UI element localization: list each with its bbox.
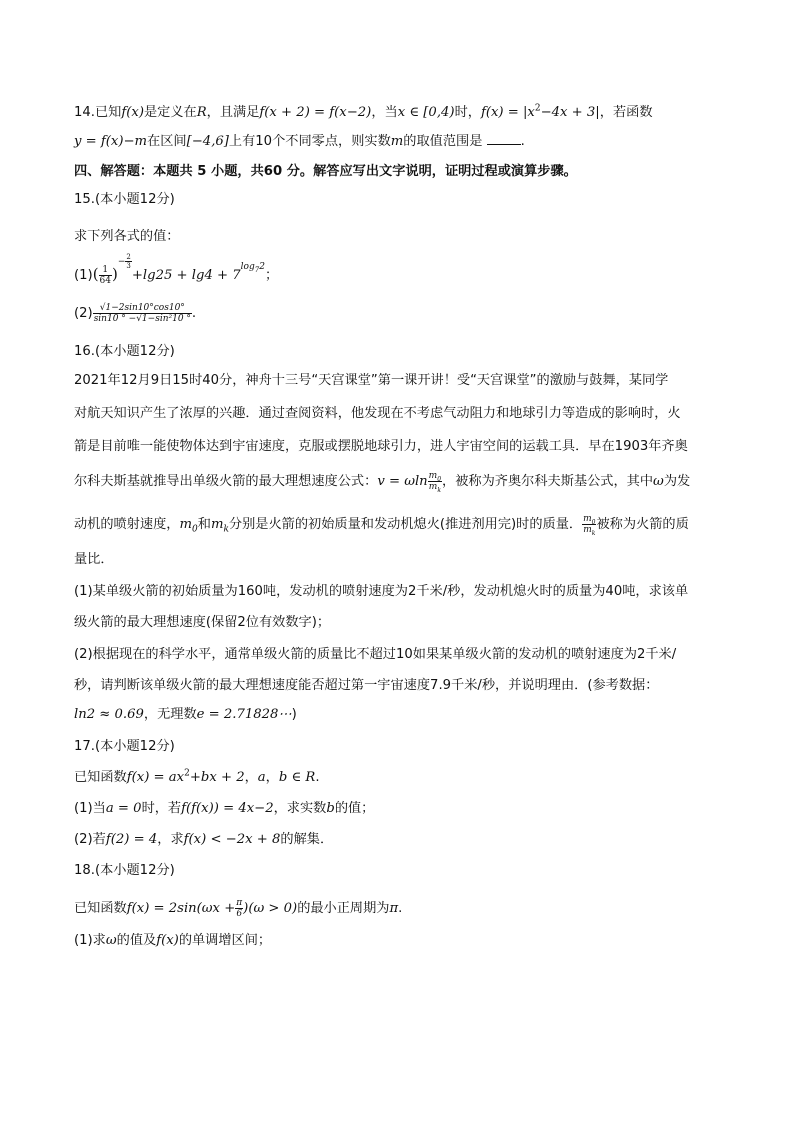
q18-text: 的最小正周期为	[297, 901, 390, 916]
q16-part1b: 级火箭的最大理想速度(保留2位有效数字)；	[74, 615, 331, 630]
q14-text: 上有10个不同零点，则实数	[228, 134, 391, 149]
q16-line5	[74, 513, 689, 537]
q16-part1a: (1)某单级火箭的初始质量为160吨，发动机的喷射速度为2千米/秒，发动机熄火时的质量为40吨，求该单	[74, 584, 689, 599]
q16-text: 动机的喷射速度，	[74, 517, 180, 532]
ln2-value: ln2 ≈ 0.69	[74, 707, 144, 722]
m: m	[428, 481, 438, 492]
q15-p1-log	[241, 262, 265, 272]
paren: )	[112, 265, 118, 283]
omega: ω	[653, 474, 664, 489]
frac-num: π	[236, 897, 243, 908]
q17-text: 的解集．	[280, 832, 334, 847]
q17-text: (1)当	[74, 801, 106, 816]
q14-text: 时，	[454, 105, 481, 120]
q14-y: y = f(x)−m	[74, 134, 148, 149]
q14-def-rest: −4x + 3|	[540, 105, 600, 120]
q14-periodic-eq: f(x + 2) = f(x−2)	[259, 105, 372, 120]
eq: f(f(x)) = 4x−2	[181, 801, 274, 816]
q15-prompt: 求下列各式的值：	[74, 229, 180, 244]
b: b	[326, 801, 335, 816]
q14-square: 2	[534, 103, 541, 114]
q18-text: 的单调增区间；	[178, 933, 272, 948]
q16-text: ，无理数	[143, 707, 197, 722]
q18-line1	[74, 897, 402, 921]
mk: m	[210, 517, 224, 532]
q17-line1	[74, 769, 320, 787]
q18-header: 18.(本小题12分)	[74, 863, 175, 878]
q17-text: 时，若	[141, 801, 182, 816]
eq: f(2) = 4	[105, 832, 158, 847]
q17-text: 的值；	[334, 801, 375, 816]
log: log	[240, 261, 255, 272]
paren: (	[92, 265, 99, 283]
q17-fx: f(x) = ax	[126, 770, 185, 785]
q16-part2c	[74, 706, 297, 724]
q16-line1: 2021年12月9日15时40分，神舟十三号“天宫课堂”第一课开讲！受“天宫课堂”的激励与鼓舞，某同学	[74, 373, 669, 388]
q14-end: .	[520, 134, 525, 149]
paren: )	[291, 707, 297, 722]
sub: 0	[591, 518, 596, 526]
q16-part2a: (2)根据现在的科学水平，通常单级火箭的质量比不超过10如果某单级火箭的发动机的喷射速度为2千米/	[74, 647, 677, 662]
frac-num	[582, 514, 596, 525]
m: m	[583, 524, 592, 535]
m0: m	[179, 517, 193, 532]
q18-part1	[74, 932, 271, 950]
sub: 0	[437, 475, 442, 483]
q17-text: 已知函数	[74, 770, 127, 785]
q17-text: ，求	[157, 832, 184, 847]
mass-ratio-fraction-2	[582, 514, 596, 535]
q17-part1	[74, 800, 374, 818]
q18-text: 的值及	[116, 933, 157, 948]
exp-frac	[125, 253, 131, 270]
q18-fx: f(x) = 2sin(ωx +	[126, 901, 236, 916]
period: .	[191, 306, 197, 321]
q15-p2-fraction	[93, 303, 192, 324]
frac-num	[428, 471, 442, 482]
q14-R: R	[196, 105, 207, 120]
frac-den: sin10 ° −√1−sin²10 °	[93, 313, 191, 324]
frac-num: √1−2sin10°cos10°	[93, 303, 192, 314]
a: a	[257, 770, 266, 785]
q18-fx-rest: )(ω > 0)	[243, 901, 298, 916]
q16-text: 尔科夫斯基就推导出单级火箭的最大理想速度公式：	[74, 474, 378, 489]
q16-header: 16.(本小题12分)	[74, 344, 175, 359]
cond: a = 0	[105, 801, 142, 816]
fx: f(x)	[156, 933, 179, 948]
log-base: 7	[254, 265, 260, 274]
m: m	[583, 513, 592, 524]
q16-text: ，被称为齐奥尔科夫斯基公式，其中	[442, 474, 654, 489]
q17-text: ，求实数	[273, 801, 327, 816]
m: m	[428, 470, 438, 481]
q16-text: 被称为火箭的质	[596, 517, 689, 532]
frac-den: 64	[99, 275, 111, 286]
q16-line3: 箭是目前唯一能使物体达到宇宙速度，克服或摆脱地球引力，进人宇宙空间的运载工具．早在1903年齐奥	[74, 439, 688, 454]
q15-header: 15.(本小题12分)	[74, 192, 175, 207]
q15-part2	[74, 297, 196, 331]
q14-line1	[74, 104, 653, 122]
comma: ，	[265, 770, 279, 785]
q18-text: (1)求	[74, 933, 106, 948]
ineq: f(x) < −2x + 8	[183, 832, 281, 847]
omega: ω	[105, 933, 117, 948]
sub: k	[223, 524, 229, 535]
q15-p1-rest: +lg25 + lg4 + 7	[131, 268, 241, 283]
q16-text: 为发	[663, 474, 691, 489]
q16-part2b: 秒，请判断该单级火箭的最大理想速度能否超过第一宇宙速度7.9千米/秒，并说明理由．(参考数据：	[74, 678, 659, 693]
q14-cond: x ∈ [0,4)	[397, 105, 455, 120]
q14-text: 的取值范围是	[403, 134, 483, 149]
mass-ratio-fraction	[428, 471, 442, 492]
q17-text: ，	[244, 770, 258, 785]
q14-number: 14.已知	[74, 105, 122, 120]
pi-over-6	[235, 898, 243, 919]
sub: k	[437, 486, 441, 494]
q16-line2: 对航天知识产生了浓厚的兴趣．通过查阅资料，他发现在不考虑气动阻力和地球引力等造成的影响时，火	[74, 406, 681, 421]
exp-den: 3	[126, 261, 131, 270]
sub: k	[591, 529, 596, 537]
q16-line6: 量比．	[74, 552, 114, 567]
pi: π	[389, 901, 399, 916]
q14-line2	[74, 132, 525, 151]
q15-p1-fraction	[99, 265, 112, 286]
frac-den	[582, 525, 596, 535]
q14-text: ，若函数	[599, 105, 653, 120]
q17-part2	[74, 831, 333, 849]
q16-text: 分别是火箭的初始质量和发动机熄火(推进剂用完)时的质量．	[228, 517, 583, 532]
q17-fx-rest: +bx + 2	[189, 770, 245, 785]
e-value: e = 2.71828⋯	[196, 707, 292, 722]
q14-text: ，当	[371, 105, 398, 120]
q15-p1-label: (1)	[74, 268, 93, 283]
q15-p2-label: (2)	[74, 306, 93, 321]
sub: 0	[192, 524, 198, 535]
semicolon: ；	[264, 268, 279, 283]
q14-m: m	[390, 134, 404, 149]
rocket-formula: v = ωln	[377, 474, 428, 489]
exp-num: 2	[126, 252, 131, 261]
period: .	[315, 770, 320, 785]
frac-den	[428, 482, 442, 492]
section-heading: 四、解答题：本题共 5 小题，共60 分。解答应写出文字说明，证明过程或演算步骤。	[74, 164, 577, 179]
q14-interval: [−4,6]	[186, 134, 229, 149]
q15-p1-exponent	[117, 252, 132, 270]
q14-text: 在区间	[147, 134, 187, 149]
frac-num: 1	[99, 265, 112, 276]
q15-part1	[74, 252, 279, 288]
q17-text: (2)若	[74, 832, 106, 847]
q18-text: 已知函数	[74, 901, 127, 916]
q16-text: 和	[197, 517, 211, 532]
square: 2	[184, 768, 190, 779]
b-in-R: b ∈ R	[278, 770, 316, 785]
log-arg: 2	[259, 261, 265, 272]
q17-header: 17.(本小题12分)	[74, 739, 175, 754]
frac-den: 6	[236, 908, 243, 919]
exp-sign: −	[117, 256, 126, 267]
q14-text: ，且满足	[206, 105, 260, 120]
period: .	[398, 901, 403, 916]
answer-blank[interactable]	[487, 132, 521, 145]
q14-fx: f(x)	[121, 105, 144, 120]
q16-line4	[74, 470, 690, 494]
q14-text: 是定义在	[143, 105, 197, 120]
q14-def: f(x) = |x	[480, 105, 535, 120]
